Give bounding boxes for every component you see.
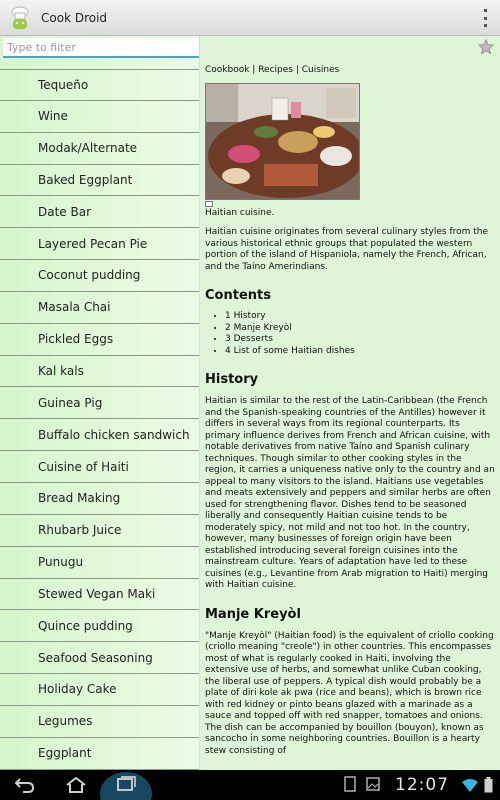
navigation-bar <box>0 770 500 800</box>
battery-icon <box>484 777 493 797</box>
history-heading: History <box>205 372 259 387</box>
recipe-list-item[interactable]: Punugu <box>0 547 200 579</box>
recipe-list-item[interactable]: Wine <box>0 101 200 133</box>
app-title: Cook Droid <box>41 10 108 25</box>
recipe-list-item[interactable]: Cuisine of Haiti <box>0 451 200 483</box>
contents-link[interactable]: • 2 Manje Kreyòl <box>225 323 495 335</box>
haitian-cuisine-photo <box>205 83 360 200</box>
recipe-list-item[interactable]: Stewed Vegan Maki <box>0 579 200 611</box>
recipe-list-item[interactable]: Holiday Cake <box>0 674 200 706</box>
recipe-list-item[interactable]: Date Bar <box>0 196 200 228</box>
recipe-list-item[interactable]: Quince pudding <box>0 610 200 642</box>
filter-input[interactable] <box>3 38 199 58</box>
recipe-list-item[interactable]: Eggplant <box>0 738 200 770</box>
image-caption: Haitian cuisine. <box>205 208 275 218</box>
recipe-list-item[interactable]: Modak/Alternate <box>0 133 200 165</box>
recipe-list-item[interactable]: Pickled Eggs <box>0 324 200 356</box>
action-bar <box>0 0 500 36</box>
chef-icon[interactable] <box>7 5 33 31</box>
status-clock: 12:07 <box>395 775 449 795</box>
recipe-list-item[interactable]: Buffalo chicken sandwich <box>0 419 200 451</box>
recipe-list-item[interactable]: Baked Eggplant <box>0 165 200 197</box>
recipe-pane <box>0 36 200 770</box>
recipe-list-item[interactable]: Rhubarb Juice <box>0 515 200 547</box>
history-paragraph: Haitian is similar to the rest of the Latin-Caribbean (the French and the Spanish-speaking countries of the Antilles) however it differs in several ways from its regional counterparts. Its primary influence derives from French and African cuisine, with notable derivatives from native Taíno and Spanish culinary techniques. Though similar to other cooking styles in the region, it carries a uniqueness native only to the country and an appeal to many visitors to the island. Haitians use vegetables and meats extensively and peppers and similar herbs are often used for strengthening flavor. Dishes tend to be seasoned liberally and consequently Haitian cuisine tends to be moderately spicy, not mild and not too hot. In the country, however, many businesses of foreign origin have been established introducing several foreign cuisines into the mainstream culture. Years of adaptation have led to these cuisines (e.g., Levantine from Arab migration to Haiti) merging with Haitian cuisine. <box>205 396 495 590</box>
article-view <box>205 60 495 770</box>
overflow-menu-icon[interactable] <box>482 9 488 27</box>
recipe-list-item[interactable]: Guinea Pig <box>0 387 200 419</box>
image-enlarge-icon[interactable] <box>205 201 495 207</box>
recipe-list-item[interactable]: Tequeño <box>0 69 200 101</box>
home-icon[interactable] <box>64 776 88 798</box>
contents-link[interactable]: • 3 Desserts <box>225 334 495 346</box>
contents-list <box>225 311 495 357</box>
recipe-list-item[interactable]: Masala Chai <box>0 292 200 324</box>
contents-link[interactable]: • 4 List of some Haitian dishes <box>225 346 495 358</box>
recipe-list-item[interactable]: Legumes <box>0 706 200 738</box>
intro-paragraph: Haitian cuisine originates from several culinary styles from the various historical ethnic groups that populated the western portion of the island of Hispaniola, namely the French, African, and the Taíno Amerindians. <box>205 227 489 272</box>
manje-kreyol-paragraph: "Manje Kreyòl" (Haitian food) is the equivalent of criollo cooking (criollo meaning "creole") in other countries. This encompasses most of what is regularly cooked in Haiti, involving the extensive use of herbs, and somewhat unlike Cuban cooking, the liberal use of peppers. A typical dish would probably be a plate of diri kole ak pwa (rice and beans), which is brown rice with red kidney or pinto beans glazed with a marinade as a sauce and topped off with red snapper, tomatoes and onions. The dish can be accompanied by bouillon (bouyon), known as sancocho in some neighboring countries. Bouillon is a hearty stew consisting of <box>205 630 494 756</box>
star-icon[interactable] <box>478 39 494 55</box>
wifi-icon <box>462 778 478 797</box>
notification-image-icon[interactable] <box>366 776 380 796</box>
notification-file-icon[interactable] <box>344 776 356 796</box>
recipe-list-item[interactable]: Bread Making <box>0 483 200 515</box>
recipe-list <box>0 69 200 770</box>
recipe-list-item[interactable]: Seafood Seasoning <box>0 642 200 674</box>
recipe-list-item[interactable]: Coconut pudding <box>0 260 200 292</box>
recent-apps-icon[interactable] <box>100 770 152 800</box>
back-icon[interactable] <box>14 776 36 798</box>
breadcrumb[interactable]: Cookbook | Recipes | Cuisines <box>205 65 340 75</box>
recipe-list-item[interactable]: Layered Pecan Pie <box>0 228 200 260</box>
contents-heading: Contents <box>205 288 271 303</box>
contents-link[interactable]: • 1 History <box>225 311 495 323</box>
manje-kreyol-heading: Manje Kreyòl <box>205 606 301 622</box>
recipe-list-item[interactable]: Kal kals <box>0 356 200 388</box>
